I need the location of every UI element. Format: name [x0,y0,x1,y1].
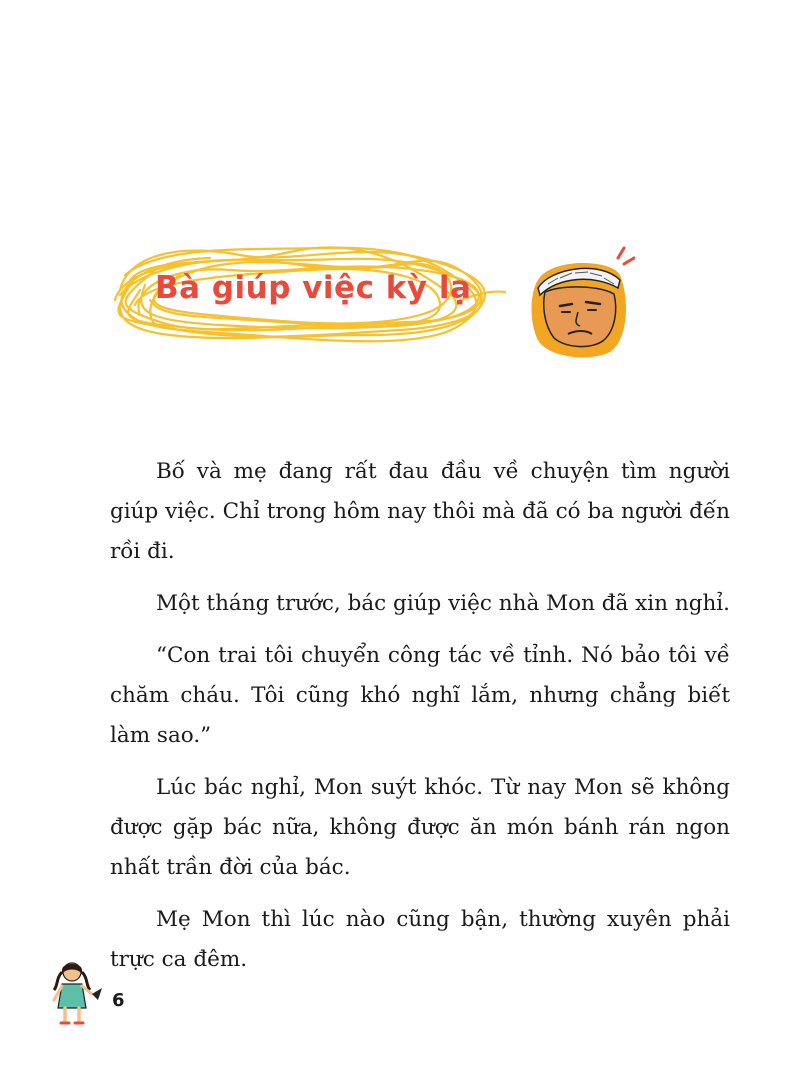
chapter-header [100,230,520,350]
paragraph: Mẹ Mon thì lúc nào cũng bận, thường xuyên phải trực ca đêm. [110,907,730,972]
maid-face-icon [520,240,635,365]
paragraph: “Con trai tôi chuyển công tác về tỉnh. Nó bảo tôi về chăm cháu. Tôi cũng khó nghĩ lắm, nhưng chẳng biết làm sao.” [110,643,730,748]
paragraph: Bố và mẹ đang rất đau đầu về chuyện tìm người giúp việc. Chỉ trong hôm nay thôi mà đã có ba người đến rồi đi. [110,459,730,564]
paragraph: Một tháng trước, bác giúp việc nhà Mon đã xin nghỉ. [156,591,731,616]
paragraph: Lúc bác nghỉ, Mon suýt khóc. Từ nay Mon sẽ không được gặp bác nữa, không được ăn món bánh rán ngon nhất trần đời của bác. [110,775,730,880]
girl-figure-icon [48,960,108,1030]
chapter-title: Bà giúp việc kỳ lạ [155,270,472,306]
story-body [110,452,730,992]
page-number: 6 [112,990,125,1011]
